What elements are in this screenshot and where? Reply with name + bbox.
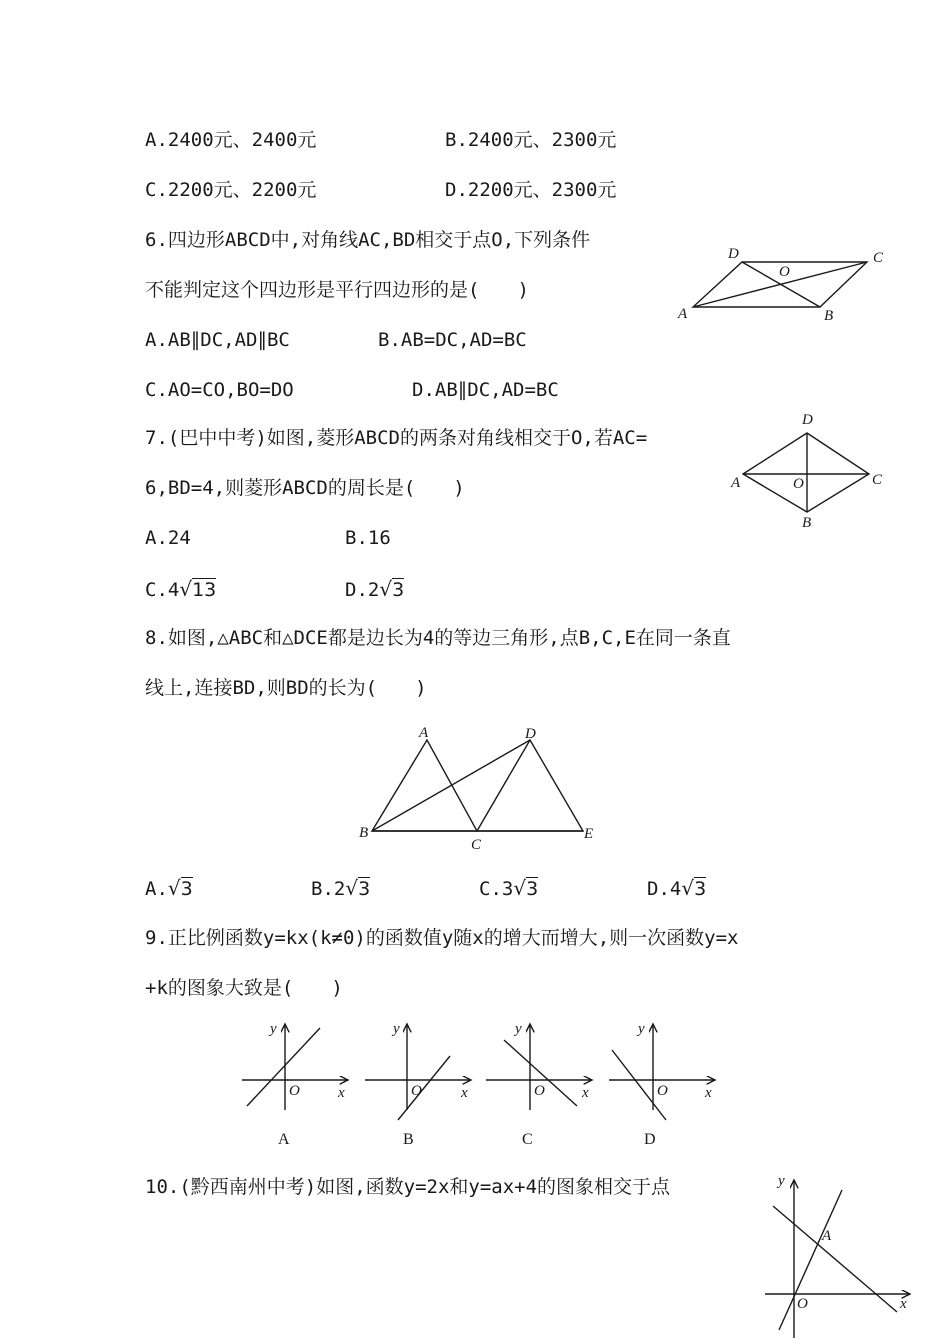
q10-stem-line1: 10.(黔西南州中考)如图,函数y=2x和y=ax+4的图象相交于点 xyxy=(145,1176,671,1198)
q7-option-d: D.2√3 xyxy=(345,577,405,601)
q10-label-a: A xyxy=(822,1228,832,1244)
q6-label-c: C xyxy=(873,250,884,266)
q6-option-b: B.AB=DC,AD=BC xyxy=(378,329,527,351)
q8-option-a: A.√3 xyxy=(145,876,193,900)
q7-option-c: C.4√13 xyxy=(145,577,217,601)
svg-text:x: x xyxy=(705,1085,712,1101)
q6-option-a: A.AB∥DC,AD∥BC xyxy=(145,329,290,351)
q7-label-b: B xyxy=(802,515,812,531)
svg-text:O: O xyxy=(534,1083,545,1099)
q7-option-a: A.24 xyxy=(145,527,191,549)
q8-option-d: D.4√3 xyxy=(647,876,707,900)
q7-label-c: C xyxy=(872,472,883,488)
q8-label-d: D xyxy=(525,726,536,742)
q8-label-e: E xyxy=(584,826,594,842)
q9-stem-line1: 9.正比例函数y=kx(k≠0)的函数值y随x的增大而增大,则一次函数y=x xyxy=(145,927,739,949)
q8-stem-line1: 8.如图,△ABC和△DCE都是边长为4的等边三角形,点B,C,E在同一条直 xyxy=(145,627,731,649)
q9-graph-label-b: B xyxy=(403,1131,414,1148)
svg-text:y: y xyxy=(515,1021,522,1037)
q9-graph-label-d: D xyxy=(644,1131,656,1148)
q6-label-b: B xyxy=(824,308,834,324)
svg-text:y: y xyxy=(393,1021,400,1037)
q7-stem-line1: 7.(巴中中考)如图,菱形ABCD的两条对角线相交于O,若AC= xyxy=(145,427,648,449)
q10-label-x: x xyxy=(900,1296,907,1312)
q10-label-o: O xyxy=(797,1296,808,1312)
q8-label-c: C xyxy=(471,837,482,853)
svg-text:O: O xyxy=(411,1083,422,1099)
q9-graph-label-c: C xyxy=(522,1131,533,1148)
q8-label-b: B xyxy=(359,825,369,841)
svg-text:x: x xyxy=(461,1085,468,1101)
q8-option-b: B.2√3 xyxy=(311,876,371,900)
q8-stem-line2: 线上,连接BD,则BD的长为( ) xyxy=(145,677,427,699)
q9-graph-label-a: A xyxy=(278,1131,290,1148)
q10-label-y: y xyxy=(778,1173,785,1189)
q6-label-d: D xyxy=(728,246,739,262)
svg-text:x: x xyxy=(582,1085,589,1101)
svg-text:y: y xyxy=(270,1021,277,1037)
svg-text:x: x xyxy=(338,1085,345,1101)
q7-stem-line2: 6,BD=4,则菱形ABCD的周长是( ) xyxy=(145,477,465,499)
q8-option-c: C.3√3 xyxy=(479,876,539,900)
q6-option-d: D.AB∥DC,AD=BC xyxy=(412,379,559,401)
q7-option-b: B.16 xyxy=(345,527,391,549)
q6-stem-line1: 6.四边形ABCD中,对角线AC,BD相交于点O,下列条件 xyxy=(145,229,591,251)
q5-option-c: C.2200元、2200元 xyxy=(145,179,317,201)
q6-option-c: C.AO=CO,BO=DO xyxy=(145,379,294,401)
q5-option-d: D.2200元、2300元 xyxy=(445,179,617,201)
svg-text:O: O xyxy=(289,1083,300,1099)
q7-label-d: D xyxy=(802,412,813,428)
svg-text:O: O xyxy=(657,1083,668,1099)
svg-text:y: y xyxy=(638,1021,645,1037)
q5-option-b: B.2400元、2300元 xyxy=(445,129,617,151)
q7-label-o: O xyxy=(793,476,804,492)
q7-label-a: A xyxy=(731,475,741,491)
q6-label-o: O xyxy=(779,264,790,280)
q9-stem-line2: +k的图象大致是( ) xyxy=(145,977,343,999)
q5-option-a: A.2400元、2400元 xyxy=(145,129,317,151)
q8-label-a: A xyxy=(419,725,429,741)
q6-stem-line2: 不能判定这个四边形是平行四边形的是( ) xyxy=(145,279,529,301)
q6-label-a: A xyxy=(678,306,688,322)
